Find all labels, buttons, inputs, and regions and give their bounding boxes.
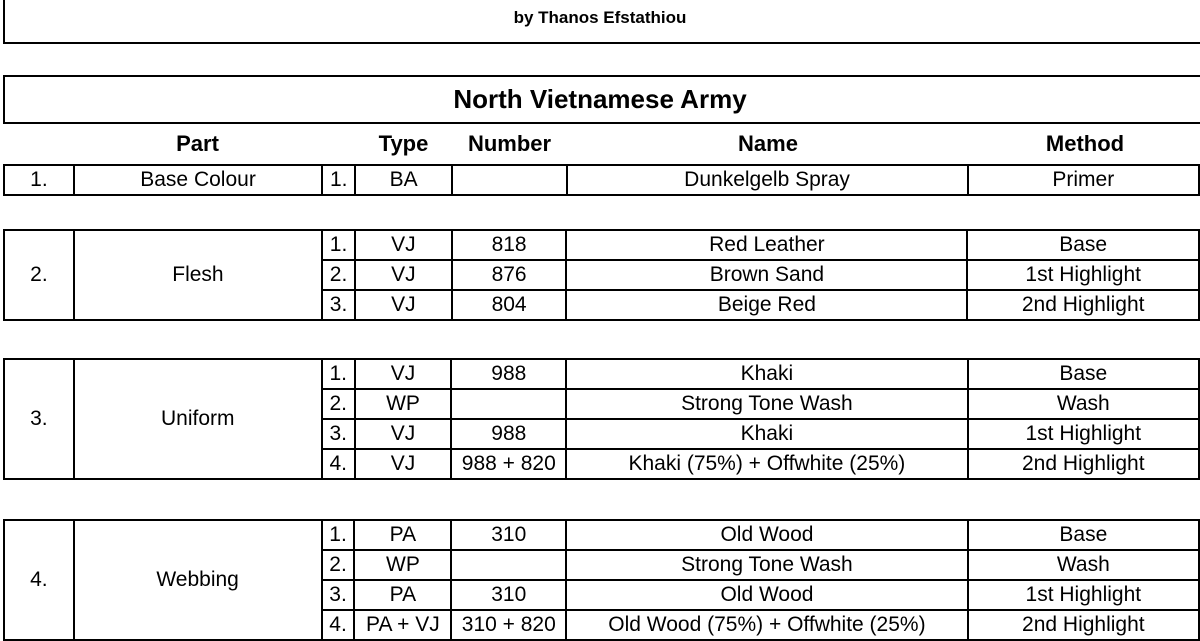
step-index: 2. [322, 550, 355, 580]
step-index: 2. [322, 260, 355, 290]
step-index: 1. [322, 359, 355, 389]
step-number: 988 [451, 359, 566, 389]
step-type: PA + VJ [354, 610, 451, 640]
group-flesh [3, 229, 1200, 321]
group-index: 1. [4, 165, 74, 195]
step-number [451, 550, 566, 580]
step-name: Brown Sand [566, 260, 967, 290]
step-index: 1. [322, 520, 355, 550]
group-index: 2. [4, 230, 74, 320]
step-method: Base [967, 230, 1199, 260]
header-number: Number [467, 131, 552, 156]
step-type: WP [355, 389, 452, 419]
step-type: VJ [355, 359, 452, 389]
header-method: Method [1045, 131, 1125, 156]
step-number: 310 [451, 520, 566, 550]
step-name: Strong Tone Wash [566, 389, 967, 419]
table-row [4, 520, 1199, 550]
step-name: Khaki [566, 359, 967, 389]
step-name: Khaki [566, 419, 967, 449]
step-number: 988 [451, 419, 566, 449]
header-name: Name [738, 131, 798, 156]
step-method: 1st Highlight [967, 260, 1199, 290]
group-part: Flesh [74, 230, 322, 320]
step-method: Wash [968, 550, 1199, 580]
group-part: Base Colour [74, 165, 322, 195]
step-index: 2. [322, 389, 355, 419]
step-name: Beige Red [566, 290, 967, 320]
table-title: North Vietnamese Army [453, 84, 747, 114]
step-name: Strong Tone Wash [566, 550, 967, 580]
step-type: VJ [355, 419, 452, 449]
step-number: 876 [452, 260, 567, 290]
step-number: 310 [451, 580, 566, 610]
step-method: Primer [968, 165, 1199, 195]
step-type: BA [355, 165, 452, 195]
group-index: 3. [4, 359, 74, 479]
step-name: Red Leather [566, 230, 967, 260]
step-index: 1. [322, 165, 355, 195]
group-webbing [3, 519, 1200, 641]
table-row [4, 230, 1199, 260]
header-part: Part [176, 131, 219, 156]
step-method: 2nd Highlight [968, 610, 1199, 640]
group-part: Uniform [74, 359, 322, 479]
step-number [451, 389, 566, 419]
step-type: WP [354, 550, 451, 580]
group-base-colour [3, 164, 1200, 196]
group-uniform [3, 358, 1200, 480]
step-method: 2nd Highlight [967, 290, 1199, 320]
step-method: 2nd Highlight [968, 449, 1199, 479]
step-index: 4. [322, 449, 355, 479]
step-type: PA [354, 580, 451, 610]
step-index: 3. [322, 419, 355, 449]
step-name: Old Wood [566, 580, 967, 610]
step-number: 804 [452, 290, 567, 320]
step-type: VJ [355, 449, 452, 479]
group-index: 4. [4, 520, 74, 640]
step-index: 4. [322, 610, 355, 640]
step-type: PA [354, 520, 451, 550]
step-method: 1st Highlight [968, 580, 1199, 610]
step-number: 818 [452, 230, 567, 260]
author-credit: by Thanos Efstathiou [513, 8, 687, 27]
step-index: 3. [322, 290, 355, 320]
step-name: Khaki (75%) + Offwhite (25%) [566, 449, 967, 479]
step-number: 988 + 820 [451, 449, 566, 479]
group-part: Webbing [74, 520, 322, 640]
step-index: 3. [322, 580, 355, 610]
step-name: Dunkelgelb Spray [567, 165, 968, 195]
step-method: Base [968, 520, 1199, 550]
step-name: Old Wood (75%) + Offwhite (25%) [566, 610, 967, 640]
step-method: 1st Highlight [968, 419, 1199, 449]
step-method: Base [968, 359, 1199, 389]
header-type: Type [378, 131, 429, 156]
step-type: VJ [355, 290, 452, 320]
step-number: 310 + 820 [451, 610, 566, 640]
step-type: VJ [355, 230, 452, 260]
step-type: VJ [355, 260, 452, 290]
table-row [4, 359, 1199, 389]
step-method: Wash [968, 389, 1199, 419]
step-name: Old Wood [566, 520, 967, 550]
step-number [452, 165, 567, 195]
table-row [4, 165, 1199, 195]
step-index: 1. [322, 230, 355, 260]
